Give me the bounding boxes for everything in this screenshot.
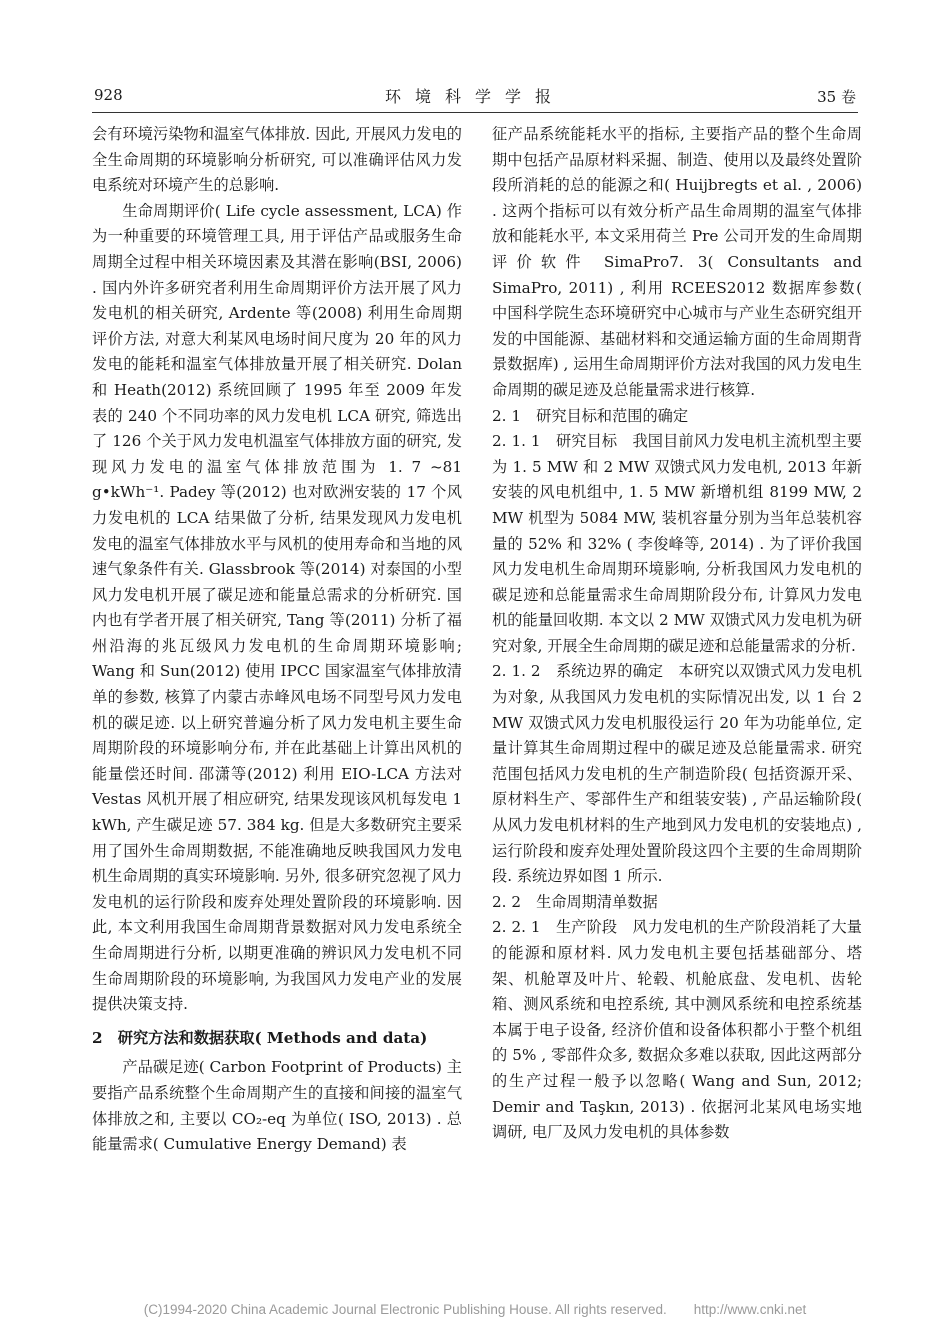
subsection-heading-2-1: 2. 1 研究目标和范围的确定 <box>492 406 689 425</box>
volume-label: 35 卷 <box>817 88 856 106</box>
page-number: 928 <box>94 86 123 104</box>
paragraph-production-stage: 2. 2. 1 生产阶段 风力发电机的生产阶段消耗了大量的能源和原材料. 风力发电机主要包括基础部分、塔架、机舱罩及叶片、轮毂、机舱底盘、发电机、齿轮箱、测风系统和电控系统, 其中测风系统和电控系统基本属于电子设备, 经济价值和设备体积都小于整个机组的 5% , 零部件众多, 数据众多难以获取, 因此这两部分的生产过程一般予以忽略( Wang and Sun, 2012; Demir and Taşkın, 2013) . 依据河北某风电场实地调研, 电厂及风力发电机的具体参数 <box>492 918 862 1142</box>
left-column <box>92 122 462 1158</box>
journal-title: 环境科学学报 <box>384 87 565 106</box>
section-heading-methods: 2 研究方法和数据获取( Methods and data) <box>92 1028 428 1047</box>
right-column <box>492 122 862 1146</box>
paragraph-carbon-footprint: 产品碳足迹( Carbon Footprint of Products) 主要指产品系统整个生命周期产生的直接和间接的温室气体排放之和, 主要以 CO₂-eq 为单位( ISO, 2013) . 总能量需求( Cumulative Energy Demand) 表 <box>92 1058 462 1154</box>
paragraph-research-goal: 2. 1. 1 研究目标 我国目前风力发电机主流机型主要为 1. 5 MW 和 2 MW 双馈式风力发电机, 2013 年新安装的风电机组中, 1. 5 MW 新增机组 8199 MW, 2 MW 机型为 5084 MW, 装机容量分别为当年总装机容量的 52% 和 32% ( 李俊峰等, 2014) . 为了评价我国风力发电机生命周期环境影响, 分析我国风力发电机的碳足迹和总能量需求生命周期阶段分布, 计算风力发电机的能量回收期. 本文以 2 MW 双馈式风力发电机为研究对象, 开展全生命周期的碳足迹和总能量需求的分析. <box>492 432 862 655</box>
paragraph: 会有环境污染物和温室气体排放. 因此, 开展风力发电的全生命周期的环境影响分析研究, 可以准确评估风力发电系统对环境产生的总影响. <box>92 125 462 195</box>
subsection-heading-2-2: 2. 2 生命周期清单数据 <box>492 892 658 911</box>
copyright-watermark: (C)1994-2020 China Academic Journal Electronic Publishing House. All rights reserved. http://www.cnki.net <box>143 1302 807 1317</box>
paragraph-lca-review: 生命周期评价( Life cycle assessment, LCA) 作为一种重要的环境管理工具, 用于评估产品或服务生命周期全过程中相关环境因素及其潜在影响(BSI, 2006) . 国内外许多研究者利用生命周期评价方法开展了风力发电机的相关研究, Ardente 等(2008) 利用生命周期评价方法, 对意大利某风电场时间尺度为 20 年的风力发电的能耗和温室气体排放量开展了相关研究. Dolan 和 Heath(2012) 系统回顾了 1995 年至 2009 年发表的 240 个不同功率的风力发电机 LCA 研究, 筛选出了 126 个关于风力发电机温室气体排放方面的研究, 发现风力发电的温室气体排放范围为 1. 7 ~81 g•kWh⁻¹. Padey 等(2012) 也对欧洲安装的 17 个风力发电机的 LCA 结果做了分析, 结果发现风力发电机发电的温室气体排放水平与风机的使用寿命和当地的风速气象条件有关. Glassbrook 等(2014) 对泰国的小型风力发电机开展了碳足迹和能量总需求的分析研究. 国内也有学者开展了相关研究, Tang 等(2011) 分析了福州沿海的兆瓦级风力发电机的生命周期环境影响; Wang 和 Sun(2012) 使用 IPCC 国家温室气体排放清单的参数, 核算了内蒙古赤峰风电场不同型号风力发电机的碳足迹. 以上研究普遍分析了风力发电机主要生命周期阶段的环境影响分布, 并在此基础上计算出风机的能量偿还时间. 邵潇等(2012) 利用 EIO-LCA 方法对 Vestas 风机开展了相应研究, 结果发现该风机每发电 1 kWh, 产生碳足迹 57. 384 kg. 但是大多数研究主要采用了国外生命周期数据, 不能准确地反映我国风力发电机生命周期的真实环境影响. 另外, 很多研究忽视了风力发电机的运行阶段和废弃处理处置阶段的环境影响. 因此, 本文利用我国生命周期背景数据对风力发电系统全生命周期进行分析, 以期更准确的辨识风力发电机不同生命周期阶段的环境影响, 为我国风力发电产业的发展提供决策支持. <box>92 201 462 1014</box>
paragraph-cumulative-energy: 征产品系统能耗水平的指标, 主要指产品的整个生命周期中包括产品原材料采掘、制造、使用以及最终处置阶段所消耗的总的能源之和( Huijbregts et al. , 2006) . 这两个指标可以有效分析产品生命周期的温室气体排放和能耗水平, 本文采用荷兰 Pre 公司开发的生命周期评价软件 SimaPro7. 3( Consultants and SimaPro, 2011) , 利用 RCEES2012 数据库参数( 中国科学院生态环境研究中心城市与产业生态研究组开发的中国能源、基础材料和交通运输方面的生命周期背景数据库) , 运用生命周期评价方法对我国的风力发电生命周期的碳足迹及总能量需求进行核算. <box>492 125 862 399</box>
paragraph-system-boundary: 2. 1. 2 系统边界的确定 本研究以双馈式风力发电机为对象, 从我国风力发电机的实际情况出发, 以 1 台 2 MW 双馈式风力发电机服役运行 20 年为功能单位, 定量计算其生命周期过程中的碳足迹及总能量需求. 研究范围包括风力发电机的生产制造阶段( 包括资源开采、原材料生产、零部件生产和组装安装) , 产品运输阶段( 从风力发电机材料的生产地到风力发电机的安装地点) , 运行阶段和废弃处理处置阶段这四个主要的生命周期阶段. 系统边界如图 1 所示. <box>492 662 862 886</box>
running-header <box>92 82 858 113</box>
